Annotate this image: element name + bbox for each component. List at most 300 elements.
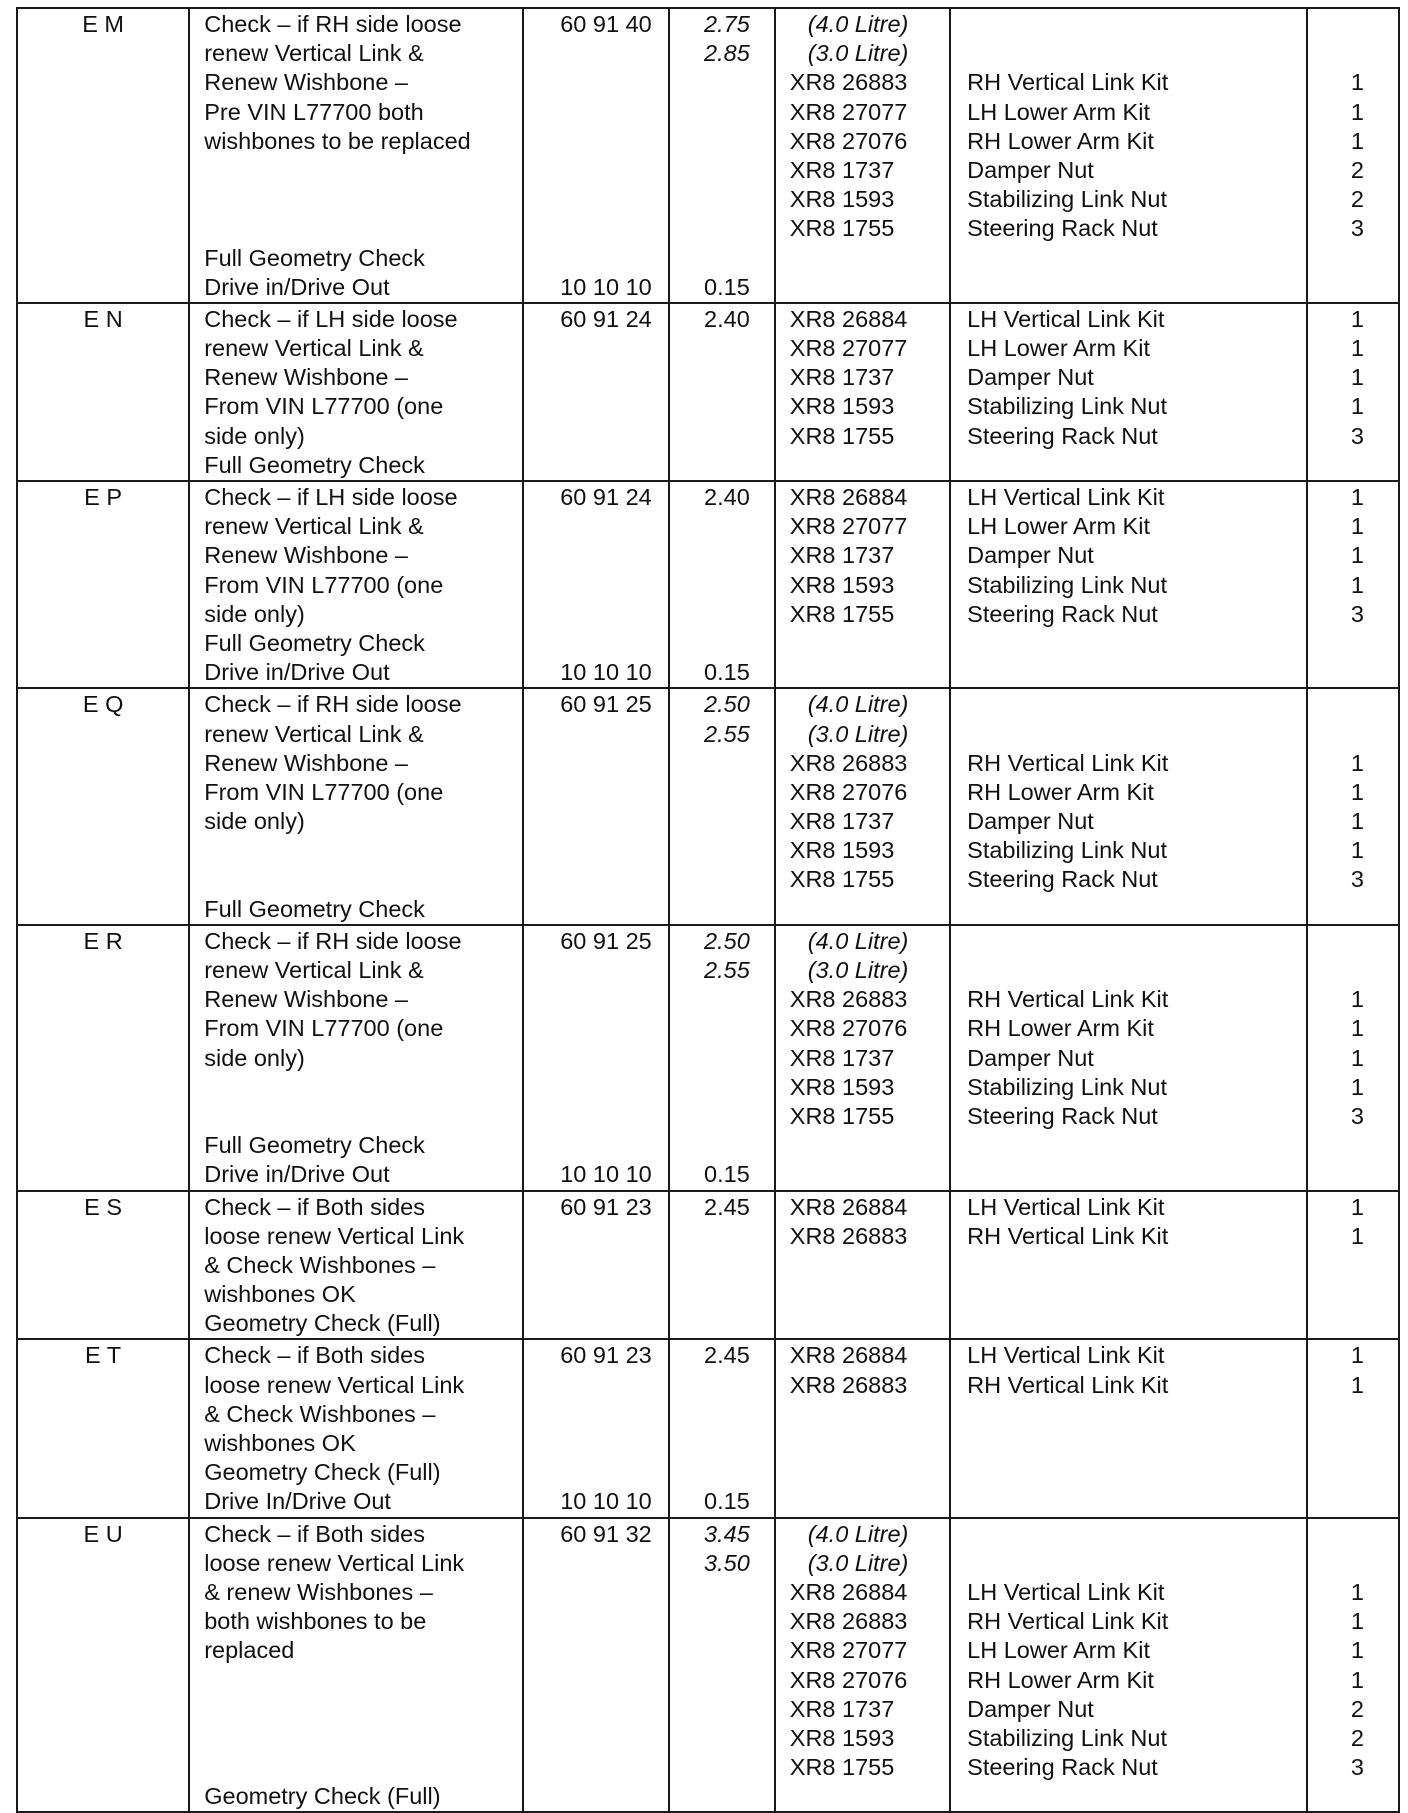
part-quantity: 2	[1350, 156, 1364, 183]
operation-number	[560, 1458, 668, 1487]
engine-variant-note: (3.0 Litre)	[807, 1549, 909, 1576]
description-line	[204, 156, 522, 185]
part-number-cell	[775, 1339, 950, 1517]
description-line: & Check Wishbones –	[204, 1251, 436, 1278]
labour-time-lines	[670, 1519, 773, 1578]
labour-time-lines	[670, 689, 773, 748]
labour-time	[670, 1131, 749, 1160]
description-line: Geometry Check (Full)	[204, 1310, 441, 1337]
operation-number	[560, 185, 668, 214]
engine-variant-note: (4.0 Litre)	[807, 927, 909, 954]
part-number-cell	[775, 1191, 950, 1340]
part-description: Damper Nut	[967, 156, 1094, 183]
engine-variant-note: (3.0 Litre)	[807, 720, 909, 747]
operation-number	[560, 1371, 668, 1400]
part-number: XR8 27077	[789, 513, 908, 540]
part-number-lines	[776, 9, 949, 244]
description-line: Drive in/Drive Out	[204, 659, 390, 686]
part-description: Stabilizing Link Nut	[967, 393, 1167, 420]
description-line: Renew Wishbone –	[204, 69, 408, 96]
part-number-lines	[776, 926, 949, 1131]
description-line	[204, 1724, 522, 1753]
part-number: XR8 27077	[789, 1637, 908, 1664]
row-code-block	[18, 9, 188, 39]
row-code-cell	[17, 1518, 189, 1813]
description-lines	[190, 689, 522, 924]
description-cell	[189, 1339, 523, 1517]
part-description: LH Vertical Link Kit	[967, 1193, 1165, 1220]
part-description: RH Vertical Link Kit	[967, 986, 1169, 1013]
row-code-cell	[17, 1339, 189, 1517]
operation-number: 10 10 10	[560, 1488, 652, 1515]
labour-time	[670, 185, 749, 214]
operation-number	[560, 1073, 668, 1102]
description-line: side only)	[204, 600, 305, 627]
description-cell	[189, 1191, 523, 1340]
operation-number	[560, 1131, 668, 1160]
part-description: Damper Nut	[967, 1044, 1094, 1071]
row-code-cell	[17, 8, 189, 303]
part-description: LH Lower Arm Kit	[967, 98, 1150, 125]
description-line: Drive In/Drive Out	[204, 1488, 391, 1515]
description-line: replaced	[204, 1637, 295, 1664]
part-description: Steering Rack Nut	[967, 866, 1158, 893]
operation-number-lines	[524, 1340, 668, 1516]
row-code-block	[18, 1192, 188, 1222]
labour-time	[670, 214, 749, 243]
labour-time	[670, 1429, 749, 1458]
labour-time	[670, 629, 749, 658]
operation-number: 60 91 23	[560, 1193, 652, 1220]
part-quantity: 3	[1350, 422, 1364, 449]
part-number: XR8 1755	[789, 1102, 895, 1129]
part-number: XR8 1593	[789, 393, 895, 420]
part-quantity: 1	[1350, 778, 1364, 805]
quantity-blank	[1308, 720, 1364, 749]
labour-time: 2.40	[704, 484, 750, 510]
description-line: Check – if Both sides	[204, 1193, 425, 1220]
part-description: LH Vertical Link Kit	[967, 1578, 1165, 1605]
part-quantity: 3	[1350, 600, 1364, 627]
operation-number	[560, 39, 668, 68]
part-number: XR8 1737	[789, 1695, 895, 1722]
operation-number: 60 91 24	[560, 305, 652, 332]
description-lines	[190, 926, 522, 1190]
operation-number	[560, 1014, 668, 1043]
operation-number-lines	[524, 482, 668, 687]
row-code-cell	[17, 303, 189, 481]
part-quantity: 2	[1350, 186, 1364, 213]
description-line	[204, 1666, 522, 1695]
description-line: Renew Wishbone –	[204, 749, 408, 776]
operation-number: 10 10 10	[560, 659, 652, 686]
labour-time: 0.15	[704, 1161, 750, 1188]
labour-time-cell	[669, 1339, 774, 1517]
part-description-blank	[967, 956, 1306, 985]
part-quantity: 3	[1350, 215, 1364, 242]
labour-time	[670, 1073, 749, 1102]
operation-number	[560, 68, 668, 97]
operation-number	[560, 1102, 668, 1131]
quantity-blank	[1308, 927, 1364, 956]
part-description-lines	[951, 1340, 1306, 1399]
operation-number: 10 10 10	[560, 273, 652, 300]
part-number: XR8 1737	[789, 808, 895, 835]
part-quantity: 1	[1350, 571, 1364, 598]
description-line: loose renew Vertical Link	[204, 1222, 465, 1249]
engine-variant-note: (4.0 Litre)	[807, 11, 909, 37]
quantity-lines	[1308, 1192, 1398, 1251]
description-line: Pre VIN L77700 both	[204, 98, 424, 125]
part-number: XR8 26884	[789, 1193, 908, 1220]
row-code-block	[18, 1340, 188, 1370]
part-number: XR8 26883	[789, 986, 908, 1013]
labour-time-cell	[669, 481, 774, 688]
labour-time: 0.15	[704, 1488, 750, 1515]
part-description: RH Lower Arm Kit	[967, 127, 1154, 154]
description-line	[204, 214, 522, 243]
description-lines	[190, 482, 522, 687]
engine-variant-note: (4.0 Litre)	[807, 691, 909, 718]
row-code-block	[18, 926, 188, 956]
labour-time: 2.45	[704, 1342, 750, 1369]
part-quantity: 1	[1350, 364, 1364, 391]
part-number: XR8 1755	[789, 866, 895, 893]
part-quantity: 3	[1350, 866, 1364, 893]
table-row	[17, 8, 1399, 303]
quantity-cell	[1307, 303, 1399, 481]
operation-number-lines	[524, 9, 668, 302]
part-number-lines	[776, 689, 949, 894]
part-description-lines	[951, 1192, 1306, 1251]
row-code-block	[18, 1519, 188, 1549]
description-line: Full Geometry Check	[204, 895, 425, 922]
labour-time-lines	[670, 926, 773, 1190]
quantity-lines	[1308, 482, 1398, 629]
description-line: Renew Wishbone –	[204, 986, 408, 1013]
operation-number-cell	[523, 481, 669, 688]
description-line: wishbones to be replaced	[204, 127, 471, 154]
part-description-cell	[950, 8, 1307, 303]
row-code: E P	[84, 484, 123, 510]
labour-time: 3.50	[704, 1549, 750, 1576]
row-code-cell	[17, 481, 189, 688]
operation-number	[560, 512, 668, 541]
description-cell	[189, 8, 523, 303]
operation-number: 60 91 24	[560, 484, 652, 510]
operation-number-cell	[523, 1339, 669, 1517]
part-number-cell	[775, 1518, 950, 1813]
quantity-cell	[1307, 1518, 1399, 1813]
labour-time: 2.45	[704, 1193, 750, 1220]
quantity-lines	[1308, 1519, 1398, 1783]
operation-number	[560, 956, 668, 985]
part-description-blank	[967, 690, 1306, 719]
operation-number	[560, 600, 668, 629]
labour-time-cell	[669, 1191, 774, 1340]
labour-time: 2.55	[704, 720, 750, 747]
row-code: E N	[83, 305, 123, 332]
part-description: Damper Nut	[967, 1695, 1094, 1722]
part-quantity: 1	[1350, 1578, 1364, 1605]
engine-variant-note: (4.0 Litre)	[807, 1520, 909, 1547]
row-code-cell	[17, 688, 189, 925]
description-line: Renew Wishbone –	[204, 364, 408, 391]
table-row	[17, 925, 1399, 1191]
labour-time	[670, 1044, 749, 1073]
part-quantity: 1	[1350, 305, 1364, 332]
operation-number-lines	[524, 926, 668, 1190]
description-line: side only)	[204, 422, 305, 449]
labour-time: 2.40	[704, 305, 750, 332]
operation-number: 60 91 40	[560, 11, 652, 37]
part-quantity: 1	[1350, 1015, 1364, 1042]
labour-time	[670, 1371, 749, 1400]
operation-number-cell	[523, 925, 669, 1191]
part-description-blank	[967, 39, 1306, 68]
part-description-blank	[967, 1549, 1306, 1578]
quantity-blank	[1308, 690, 1364, 719]
part-description: Damper Nut	[967, 542, 1094, 569]
labour-time: 2.50	[704, 927, 750, 954]
part-description: LH Lower Arm Kit	[967, 335, 1150, 362]
row-code: E T	[85, 1342, 122, 1369]
description-lines	[190, 1519, 522, 1812]
operation-number	[560, 127, 668, 156]
description-line: wishbones OK	[204, 1430, 356, 1456]
labour-time: 2.75	[704, 11, 750, 37]
part-number: XR8 26884	[789, 1342, 908, 1369]
operation-number-cell	[523, 8, 669, 303]
labour-time-lines	[670, 1192, 773, 1222]
description-line: Check – if Both sides	[204, 1520, 425, 1547]
labour-time-lines	[670, 482, 773, 687]
description-line: loose renew Vertical Link	[204, 1549, 465, 1576]
part-number-cell	[775, 8, 950, 303]
part-number: XR8 27076	[789, 127, 908, 154]
part-description-lines	[951, 689, 1306, 894]
part-number: XR8 1737	[789, 156, 895, 183]
description-line: & Check Wishbones –	[204, 1400, 436, 1427]
quantity-blank	[1308, 10, 1364, 39]
labour-time	[670, 512, 749, 541]
table-row	[17, 1339, 1399, 1517]
part-number: XR8 26883	[789, 1608, 908, 1635]
description-line: Geometry Check (Full)	[204, 1783, 441, 1810]
part-description: Stabilizing Link Nut	[967, 571, 1167, 598]
quantity-blank	[1308, 956, 1364, 985]
description-line: From VIN L77700 (one	[204, 1015, 444, 1042]
part-quantity: 1	[1350, 808, 1364, 835]
description-line	[204, 1102, 522, 1131]
row-code-cell	[17, 1191, 189, 1340]
labour-time: 2.85	[704, 40, 750, 67]
description-cell	[189, 303, 523, 481]
labour-time	[670, 1400, 749, 1429]
part-number: XR8 26883	[789, 1371, 908, 1398]
description-line: Check – if LH side loose	[204, 305, 458, 332]
table-row	[17, 1191, 1399, 1340]
quantity-blank	[1308, 39, 1364, 68]
part-description-cell	[950, 925, 1307, 1191]
part-number: XR8 26884	[789, 305, 908, 332]
row-code: E Q	[82, 691, 124, 718]
description-line: side only)	[204, 808, 305, 835]
part-quantity: 3	[1350, 1754, 1364, 1781]
part-quantity: 1	[1350, 98, 1364, 125]
part-description: RH Vertical Link Kit	[967, 1222, 1169, 1249]
labour-time	[670, 68, 749, 97]
quantity-lines	[1308, 304, 1398, 451]
part-description: LH Vertical Link Kit	[967, 305, 1165, 332]
description-line	[204, 1695, 522, 1724]
labour-time: 3.45	[704, 1520, 750, 1547]
part-quantity: 1	[1350, 837, 1364, 864]
description-line: Full Geometry Check	[204, 244, 425, 271]
operation-number: 60 91 32	[560, 1520, 652, 1547]
labour-time	[670, 156, 749, 185]
labour-time-cell	[669, 8, 774, 303]
operation-number-lines	[524, 689, 668, 719]
part-description-lines	[951, 304, 1306, 451]
part-number: XR8 1755	[789, 215, 895, 242]
part-number: XR8 1593	[789, 186, 895, 213]
part-number-cell	[775, 688, 950, 925]
description-cell	[189, 481, 523, 688]
quantity-lines	[1308, 1340, 1398, 1399]
part-description: Steering Rack Nut	[967, 422, 1158, 449]
quantity-cell	[1307, 1339, 1399, 1517]
part-quantity: 2	[1350, 1724, 1364, 1751]
description-line: Full Geometry Check	[204, 1132, 425, 1159]
description-line: renew Vertical Link &	[204, 335, 424, 362]
part-number: XR8 1755	[789, 600, 895, 627]
labour-time	[670, 98, 749, 127]
labour-time-cell	[669, 1518, 774, 1813]
description-lines	[190, 1192, 522, 1339]
part-description-cell	[950, 1518, 1307, 1813]
part-quantity: 1	[1350, 1073, 1364, 1100]
operation-number	[560, 156, 668, 185]
table-body	[17, 8, 1399, 1812]
labour-time	[670, 571, 749, 600]
part-quantity: 1	[1350, 1193, 1364, 1220]
row-code: E S	[84, 1193, 123, 1220]
part-number: XR8 1593	[789, 571, 895, 598]
part-quantity: 2	[1350, 1695, 1364, 1722]
labour-time-lines	[670, 304, 773, 334]
part-quantity: 3	[1350, 1102, 1364, 1129]
part-description: LH Vertical Link Kit	[967, 484, 1165, 510]
quantity-lines	[1308, 926, 1398, 1131]
row-code-block	[18, 482, 188, 512]
labour-time-cell	[669, 303, 774, 481]
part-description-blank	[967, 927, 1306, 956]
part-number: XR8 26884	[789, 484, 908, 510]
part-number-lines	[776, 1192, 949, 1251]
part-description-cell	[950, 1339, 1307, 1517]
part-description-cell	[950, 303, 1307, 481]
quantity-cell	[1307, 8, 1399, 303]
description-line: Geometry Check (Full)	[204, 1459, 441, 1486]
part-description: LH Lower Arm Kit	[967, 513, 1150, 540]
description-line: renew Vertical Link &	[204, 513, 424, 540]
part-number: XR8 1755	[789, 422, 895, 449]
part-quantity: 1	[1350, 484, 1364, 510]
operation-number	[560, 571, 668, 600]
description-line: loose renew Vertical Link	[204, 1371, 465, 1398]
part-number: XR8 1593	[789, 1073, 895, 1100]
quantity-blank	[1308, 1549, 1364, 1578]
operation-number-lines	[524, 1519, 668, 1549]
part-description-lines	[951, 9, 1306, 244]
part-number: XR8 1737	[789, 364, 895, 391]
engine-variant-note: (3.0 Litre)	[807, 957, 909, 983]
part-description-lines	[951, 482, 1306, 629]
part-number-cell	[775, 303, 950, 481]
labour-time	[670, 600, 749, 629]
part-description: Stabilizing Link Nut	[967, 837, 1167, 864]
part-description: Damper Nut	[967, 364, 1094, 391]
part-description: RH Lower Arm Kit	[967, 778, 1154, 805]
part-description-cell	[950, 688, 1307, 925]
labour-time: 0.15	[704, 273, 750, 300]
operation-number: 60 91 25	[560, 927, 652, 954]
part-quantity: 1	[1350, 513, 1364, 540]
description-line: & renew Wishbones –	[204, 1578, 433, 1605]
part-number: XR8 1755	[789, 1754, 895, 1781]
labour-time: 2.50	[704, 691, 750, 718]
quantity-cell	[1307, 481, 1399, 688]
part-number: XR8 1737	[789, 542, 895, 569]
part-quantity: 1	[1350, 749, 1364, 776]
part-number: XR8 26883	[789, 69, 908, 96]
table-row	[17, 1518, 1399, 1813]
part-quantity: 1	[1350, 542, 1364, 569]
part-number: XR8 27076	[789, 1015, 908, 1042]
description-line	[204, 836, 522, 865]
part-quantity: 1	[1350, 1371, 1364, 1398]
part-number: XR8 26884	[789, 1578, 908, 1605]
description-cell	[189, 688, 523, 925]
engine-variant-note: (3.0 Litre)	[807, 40, 909, 67]
part-number-lines	[776, 1340, 949, 1399]
part-description: RH Lower Arm Kit	[967, 1015, 1154, 1042]
description-line: renew Vertical Link &	[204, 40, 424, 67]
part-description: LH Lower Arm Kit	[967, 1637, 1150, 1664]
operation-number	[560, 244, 668, 273]
description-line: wishbones OK	[204, 1281, 356, 1308]
row-code-block	[18, 304, 188, 334]
row-code: E U	[83, 1520, 123, 1547]
description-line: Full Geometry Check	[204, 629, 425, 656]
operation-number-cell	[523, 303, 669, 481]
part-description-lines	[951, 1519, 1306, 1783]
description-cell	[189, 1518, 523, 1813]
labour-time: 0.15	[704, 659, 750, 686]
table-row	[17, 303, 1399, 481]
table-row	[17, 688, 1399, 925]
part-description: Stabilizing Link Nut	[967, 1724, 1167, 1751]
quantity-cell	[1307, 1191, 1399, 1340]
operation-number-lines	[524, 1192, 668, 1222]
description-line: From VIN L77700 (one	[204, 571, 444, 598]
labour-time-lines	[670, 1340, 773, 1516]
table-row	[17, 481, 1399, 688]
part-description: Steering Rack Nut	[967, 1754, 1158, 1781]
part-number: XR8 27077	[789, 98, 908, 125]
part-number: XR8 1737	[789, 1044, 895, 1071]
